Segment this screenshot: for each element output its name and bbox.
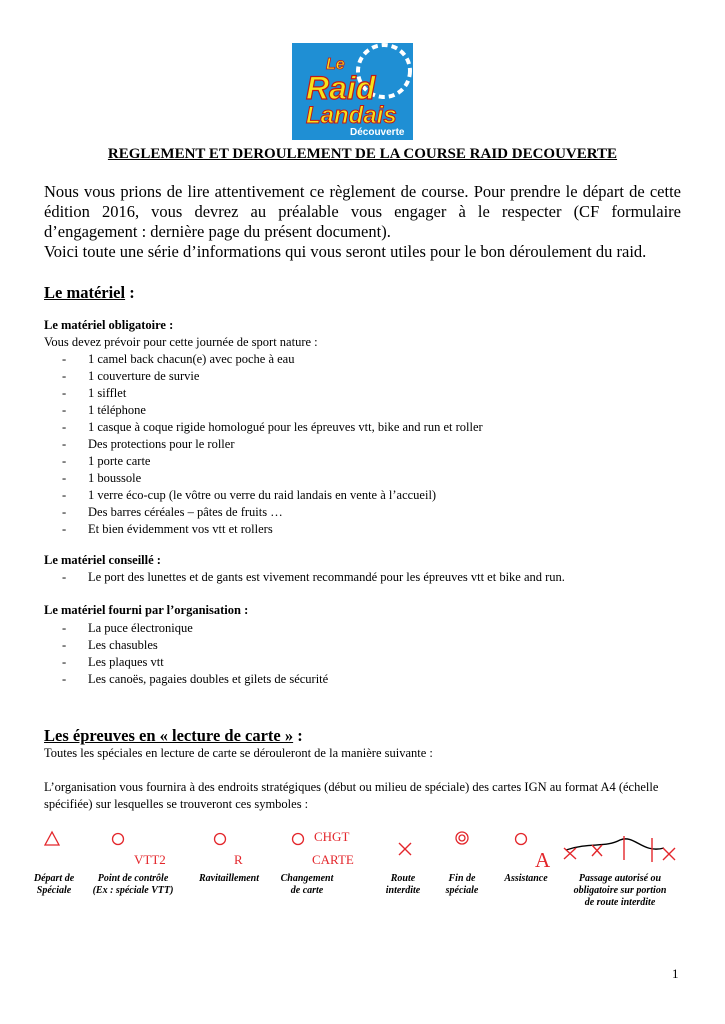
logo-decouverte: Découverte — [350, 127, 405, 138]
list-item: - Les canoës, pagaies doubles et gilets de sécurité — [44, 671, 328, 688]
passage-cross-right-icon — [663, 848, 675, 860]
passage-cross-mid-icon — [592, 845, 602, 856]
logo-landais: Landais — [306, 102, 397, 129]
list-item: - Des barres céréales – pâtes de fruits … — [44, 504, 483, 521]
list-item: - Les chasubles — [44, 637, 328, 654]
intro-paragraph-2: Voici toute une série d’informations qui vous seront utiles pour le bon déroulement du raid. — [44, 242, 647, 261]
list-item: - 1 couverture de survie — [44, 368, 483, 385]
caption-fin-speciale: Fin de spéciale — [445, 873, 479, 896]
caption-changement: Changement de carte — [280, 873, 334, 896]
section-epreuves-heading — [44, 726, 303, 746]
raid-landais-logo — [292, 43, 413, 140]
list-item: - 1 camel back chacun(e) avec poche à eau — [44, 351, 483, 368]
intro-paragraph-1: Nous vous prions de lire attentivement ce règlement de course. Pour prendre le départ de cette édition 2016, vous devrez au préalable vous engager à le respecter (CF formulaire d’engagement : dernière page du présent document). — [44, 182, 681, 241]
materiel-heading-text: Le matériel — [44, 283, 126, 302]
document-title: REGLEMENT ET DEROULEMENT DE LA COURSE RAID DECOUVERTE — [107, 146, 618, 162]
page-number: 1 — [672, 966, 679, 981]
caption-ravitaillement: Ravitaillement — [199, 873, 259, 884]
logo-raid: Raid — [306, 70, 376, 106]
section-materiel-heading — [44, 283, 135, 303]
fin-circle-inner-icon — [459, 835, 465, 841]
symbol-carte-label: CARTE — [312, 852, 354, 867]
symbol-vtt2-label: VTT2 — [134, 852, 166, 867]
epreuves-paragraph-1: Toutes les spéciales en lecture de carte se dérouleront de la manière suivante : — [44, 746, 433, 760]
symbol-r-label: R — [234, 852, 243, 867]
intro — [44, 182, 681, 262]
list-item: - 1 boussole — [44, 470, 483, 487]
caption-controle: Point de contrôle (Ex : spéciale VTT) — [92, 873, 174, 896]
triangle-icon — [45, 832, 59, 845]
passage-cross-left-icon — [564, 848, 576, 859]
caption-route-interdite: Route interdite — [385, 873, 421, 896]
materiel-fourni-list — [44, 620, 328, 688]
materiel-obligatoire-lead: Vous devez prévoir pour cette journée de sport nature : — [44, 335, 318, 349]
caption-assistance: Assistance — [504, 873, 548, 884]
map-symbol-legend — [30, 828, 695, 923]
list-item: - Les plaques vtt — [44, 654, 328, 671]
epreuves-heading-text: Les épreuves en « lecture de carte » — [44, 726, 294, 745]
symbol-a-label: A — [535, 848, 551, 872]
caption-passage: Passage autorisé ou obligatoire sur portion de route interdite — [573, 873, 667, 908]
list-item: - Et bien évidemment vos vtt et rollers — [44, 521, 483, 538]
list-item: - Des protections pour le roller — [44, 436, 483, 453]
epreuves-paragraph-2: L’organisation vous fournira à des endroits stratégiques (début ou milieu de spéciale) des cartes IGN au format A4 (échelle spécifiée) sur lesquelles se trouveront ces symboles : — [44, 780, 659, 811]
ravitaillement-circle-icon — [215, 834, 226, 845]
materiel-heading-colon: : — [125, 283, 135, 302]
materiel-fourni-title: Le matériel fourni par l’organisation : — [44, 603, 249, 617]
list-item: - Le port des lunettes et de gants est vivement recommandé pour les épreuves vtt et bike and run. — [44, 569, 565, 586]
route-line-icon — [566, 839, 664, 850]
changement-circle-icon — [293, 834, 304, 845]
list-item: - 1 sifflet — [44, 385, 483, 402]
fin-circle-outer-icon — [456, 832, 468, 844]
list-item: - 1 casque à coque rigide homologué pour les épreuves vtt, bike and run et roller — [44, 419, 483, 436]
list-item: - 1 verre éco-cup (le vôtre ou verre du raid landais en vente à l’accueil) — [44, 487, 483, 504]
control-circle-icon — [113, 834, 124, 845]
caption-depart: Départ de Spéciale — [33, 873, 75, 896]
materiel-conseille-title: Le matériel conseillé : — [44, 553, 161, 567]
list-item: - 1 téléphone — [44, 402, 483, 419]
logo-le: Le — [326, 56, 345, 73]
materiel-conseille-list — [44, 569, 565, 586]
symbol-chgt-label: CHGT — [314, 829, 350, 844]
materiel-obligatoire-title: Le matériel obligatoire : — [44, 318, 174, 332]
epreuves-heading-colon: : — [293, 726, 303, 745]
legend-symbols — [30, 828, 695, 878]
materiel-obligatoire-list — [44, 351, 483, 538]
cross-icon — [399, 843, 411, 855]
list-item: - La puce électronique — [44, 620, 328, 637]
list-item: - 1 porte carte — [44, 453, 483, 470]
assistance-circle-icon — [516, 834, 527, 845]
